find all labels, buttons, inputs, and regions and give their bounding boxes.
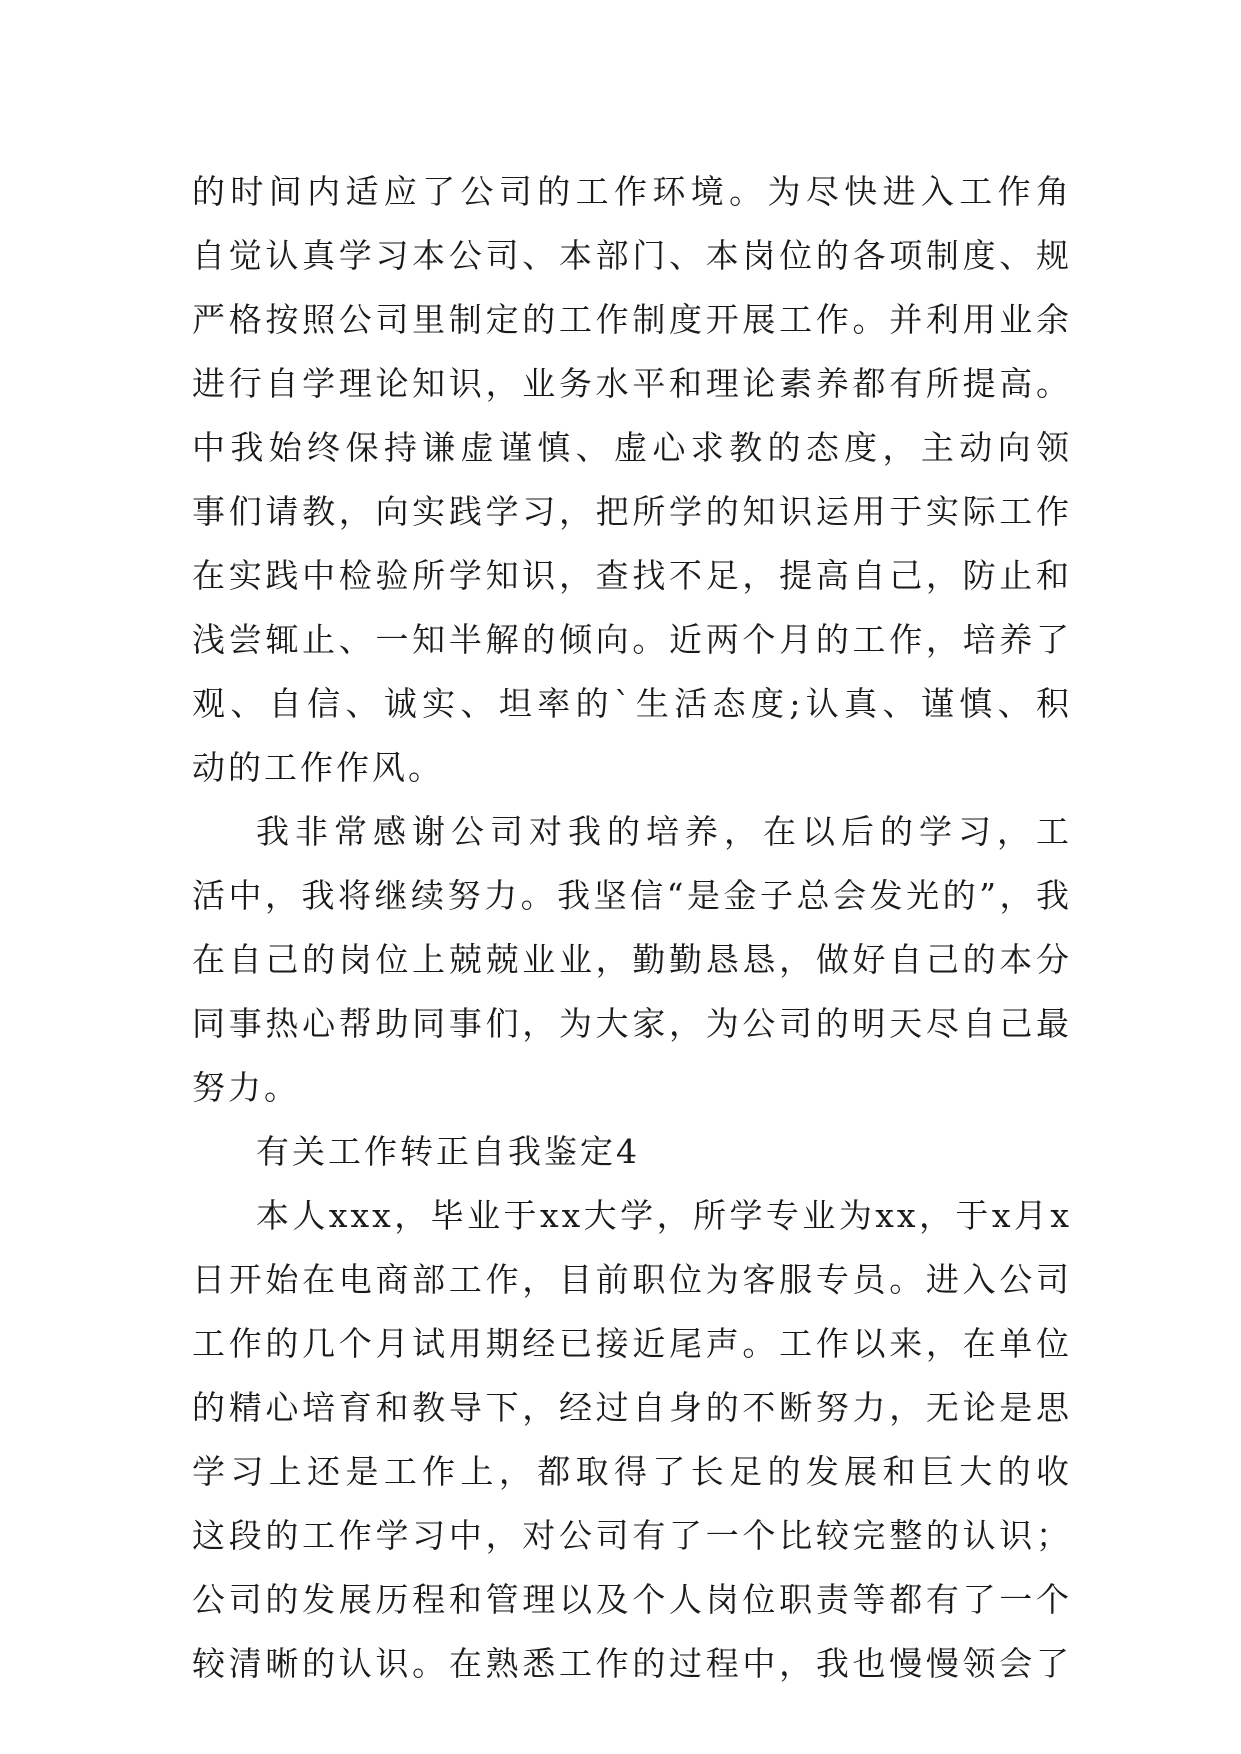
body-line: 较清晰的认识。在熟悉工作的过程中，我也慢慢领会了 [192, 1644, 1072, 1683]
body-line: 的时间内适应了公司的工作环境。为尽快进入工作角 [192, 172, 1072, 211]
body-line: 学习上还是工作上，都取得了长足的发展和巨大的收 [192, 1452, 1072, 1491]
document-body [192, 160, 1072, 1696]
body-line-paragraph-start: 我非常感谢公司对我的培养，在以后的学习，工 [256, 812, 1072, 851]
body-line: 中我始终保持谦虚谨慎、虚心求教的态度，主动向领 [192, 428, 1072, 467]
body-line: 浅尝辄止、一知半解的倾向。近两个月的工作，培养了 [192, 620, 1072, 659]
body-line: 工作的几个月试用期经已接近尾声。工作以来，在单位 [192, 1324, 1072, 1363]
body-line: 公司的发展历程和管理以及个人岗位职责等都有了一个 [192, 1580, 1072, 1619]
body-line: 在实践中检验所学知识，查找不足，提高自己，防止和 [192, 556, 1072, 595]
body-line: 同事热心帮助同事们，为大家，为公司的明天尽自己最 [192, 1004, 1072, 1043]
body-line: 自觉认真学习本公司、本部门、本岗位的各项制度、规 [192, 236, 1072, 275]
body-line: 的精心培育和教导下，经过自身的不断努力，无论是思 [192, 1388, 1072, 1427]
body-line: 日开始在电商部工作，目前职位为客服专员。进入公司 [192, 1260, 1072, 1299]
body-line-paragraph-start: 本人xxx，毕业于xx大学，所学专业为xx，于x月x [256, 1196, 1072, 1235]
body-line: 在自己的岗位上兢兢业业，勤勤恳恳，做好自己的本分 [192, 940, 1072, 979]
section-heading: 有关工作转正自我鉴定4 [256, 1132, 640, 1171]
body-line: 这段的工作学习中，对公司有了一个比较完整的认识； [192, 1516, 1072, 1555]
body-line: 努力。 [192, 1068, 300, 1107]
body-line: 进行自学理论知识，业务水平和理论素养都有所提高。 [192, 364, 1072, 403]
body-line: 严格按照公司里制定的工作制度开展工作。并利用业余 [192, 300, 1072, 339]
body-line: 事们请教，向实践学习，把所学的知识运用于实际工作 [192, 492, 1072, 531]
body-line: 观、自信、诚实、坦率的`生活态度;认真、谨慎、积 [192, 684, 1072, 723]
body-line: 动的工作作风。 [192, 748, 444, 787]
body-line: 活中，我将继续努力。我坚信“是金子总会发光的”，我 [192, 876, 1072, 915]
